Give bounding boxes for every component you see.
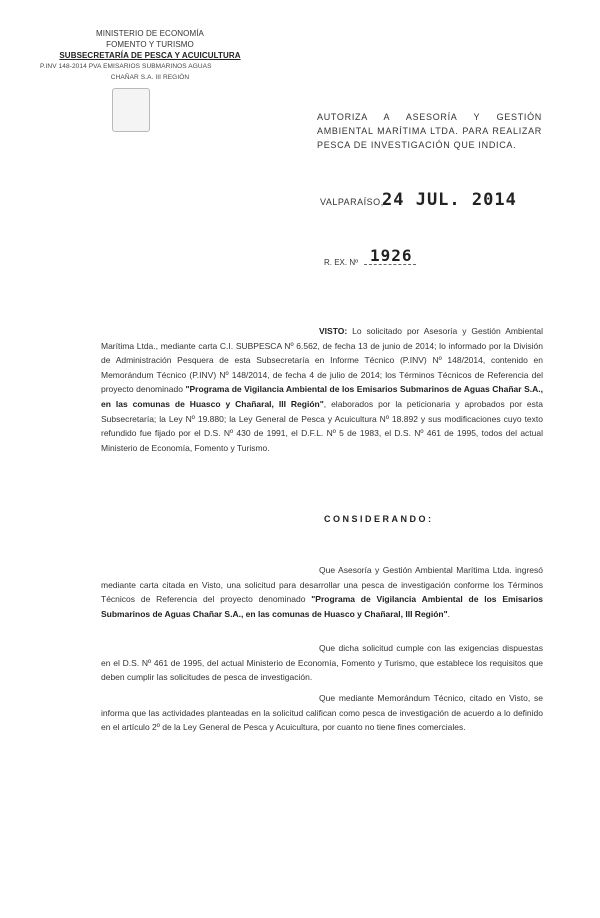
ministry-line-2: FOMENTO Y TURISMO: [106, 40, 194, 49]
project-name: "Programa de Vigilancia Ambiental de los Emisarios Submarinos de Aguas Chañar S.A., en las comunas de Huasco y Chañaral, III Región": [101, 594, 543, 619]
visto-paragraph: VISTO: Lo solicitado por Asesoría y Gestión Ambiental Marítima Ltda., mediante carta C.I. SUBPESCA Nº 6.562, de fecha 13 de junio de 2014; lo informado por la División de Administración Pesquera de esta Subsecretaría en Informe Técnico (P.INV) Nº 148/2014, contenido en Memorándum Técnico (P.INV) Nº 148/2014, de fecha 4 de julio de 2014; los Términos Técnicos de Referencia del proyecto denominado "Programa de Vigilancia Ambiental de los Emisarios Submarinos de Aguas Chañar S.A., en las comunas de Huasco y Chañaral, III Región", elaborados por la peticionaria y aprobados por esta Subsecretaría; la Ley Nº 19.880; la Ley General de Pesca y Acuicultura Nº 18.892 y sus modificaciones cuyo texto refundido fue fijado por el D.S. Nº 430 de 1991, el D.F.L. Nº 5 de 1983, el D.S. Nº 461 de 1995, todos del actual Ministerio de Economía, Fomento y Turismo.: [101, 326, 543, 453]
considerando-paragraph-1: Que Asesoría y Gestión Ambiental Marítima Ltda. ingresó mediante carta citada en Visto, una solicitud para desarrollar una pesca de investigación conforme los Términos Técnicos de Referencia del proyecto denominado "Programa de Vigilancia Ambiental de los Emisarios Submarinos de Aguas Chañar S.A., en las comunas de Huasco y Chañaral, III Región".: [101, 565, 543, 619]
resolution-date: 24 JUL. 2014: [382, 190, 517, 210]
letterhead: [40, 28, 260, 83]
considerando-paragraph-3: Que mediante Memorándum Técnico, citado en Visto, se informa que las actividades planteadas en la solicitud califican como pesca de investigación de acuerdo a lo definido en el artículo 2º de la Ley General de Pesca y Acuicultura, por cuanto no tiene fines comerciales.: [101, 693, 543, 733]
reference-code: P.INV 148-2014 PVA EMISARIOS SUBMARINOS AGUAS: [40, 63, 212, 70]
considerando-heading: CONSIDERANDO:: [324, 514, 434, 524]
seal-stamp: [112, 88, 150, 132]
considerando-paragraph-2: Que dicha solicitud cumple con las exigencias dispuestas en el D.S. Nº 461 de 1995, del actual Ministerio de Economía, Fomento y Turismo, que establece los requisitos que deben cumplir las solicitudes de pesca de investigación.: [101, 643, 543, 683]
resolution-title: AUTORIZA A ASESORÍA Y GESTIÓN AMBIENTAL MARÍTIMA LTDA. PARA REALIZAR PESCA DE INVESTIGACIÓN QUE INDICA.: [317, 112, 542, 150]
visto-label: VISTO:: [319, 326, 348, 336]
place-label: VALPARAÍSO,: [320, 197, 384, 207]
rex-label: R. EX. Nº: [324, 258, 359, 267]
region-line: CHAÑAR S.A. III REGIÓN: [110, 74, 190, 81]
rex-underline: [364, 264, 416, 265]
project-name: "Programa de Vigilancia Ambiental de los Emisarios Submarinos de Aguas Chañar S.A., en las comunas de Huasco y Chañaral, III Región": [101, 384, 543, 409]
ministry-line-1: MINISTERIO DE ECONOMÍA: [96, 29, 204, 38]
rex-number: 1926: [370, 246, 413, 265]
subsecretaria-name: SUBSECRETARÍA DE PESCA Y ACUICULTURA: [59, 51, 241, 60]
